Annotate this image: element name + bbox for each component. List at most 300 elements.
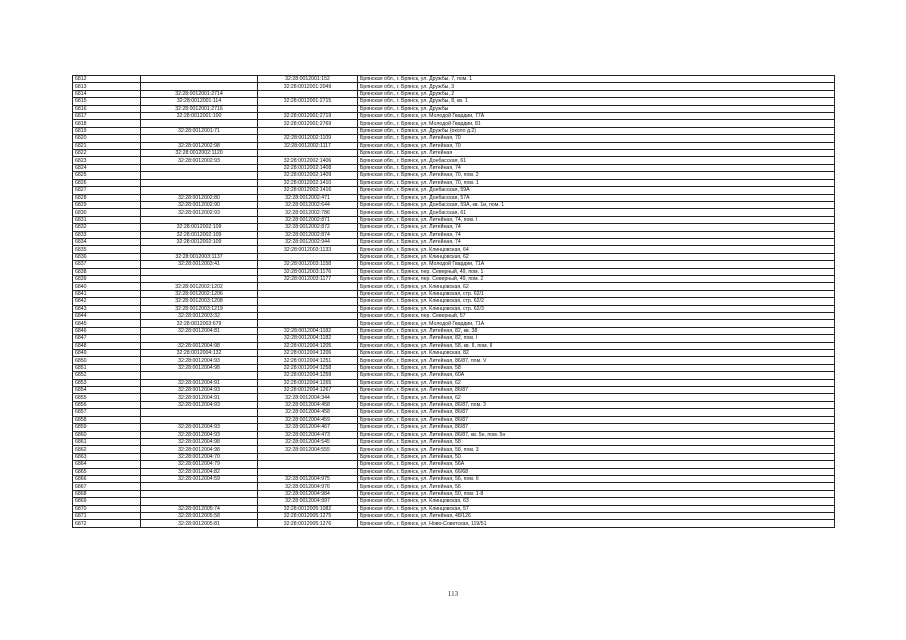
old-cadastral-number-cell: 32:28:0012004:79 <box>141 461 258 468</box>
address-cell: Брянская обл., г. Брянск, ул. Литейная, 56, пом. II <box>358 475 835 482</box>
address-cell: Брянская обл., г. Брянск, ул. Литейная, 86/87 <box>358 409 835 416</box>
table-row <box>73 187 835 194</box>
old-cadastral-number-cell: 32:28:0012004:98 <box>141 438 258 445</box>
row-number-cell: 6826 <box>73 179 141 186</box>
cadastral-number-cell <box>258 253 358 260</box>
row-number-cell: 6820 <box>73 135 141 142</box>
old-cadastral-number-cell: 32:28:0012004:93 <box>141 387 258 394</box>
row-number-cell: 6818 <box>73 120 141 127</box>
old-cadastral-number-cell: 32:28:0012001:100 <box>141 113 258 120</box>
address-cell: Брянская обл., г. Брянск, ул. Литейная, 82, пом. I <box>358 335 835 342</box>
table-row <box>73 275 835 282</box>
table-row <box>73 372 835 379</box>
row-number-cell: 6871 <box>73 512 141 519</box>
old-cadastral-number-cell <box>141 76 258 83</box>
cadastral-number-cell: 32:28:0012004:459 <box>258 416 358 423</box>
cadastral-number-cell: 32:28:0012004:1205 <box>258 342 358 349</box>
cadastral-number-cell <box>258 453 358 460</box>
row-number-cell: 6866 <box>73 475 141 482</box>
row-number-cell: 6834 <box>73 238 141 245</box>
row-number-cell: 6869 <box>73 498 141 505</box>
row-number-cell: 6852 <box>73 372 141 379</box>
cadastral-number-cell: 32:28:0012005:1275 <box>258 512 358 519</box>
address-cell: Брянская обл., г. Брянск, ул. Дружбы, 7, пом. 1 <box>358 76 835 83</box>
old-cadastral-number-cell: 32:28:0012005:74 <box>141 505 258 512</box>
table-row <box>73 172 835 179</box>
old-cadastral-number-cell: 32:28:0012003:679 <box>141 320 258 327</box>
row-number-cell: 6863 <box>73 453 141 460</box>
address-cell: Брянская обл., г. Брянск, ул. Литейная, 70, пом. 1 <box>358 179 835 186</box>
table-row <box>73 83 835 90</box>
row-number-cell: 6845 <box>73 320 141 327</box>
cadastral-number-cell: 32:28:0012005:1276 <box>258 520 358 527</box>
old-cadastral-number-cell: 32:28:0012003:1219 <box>141 305 258 312</box>
table-row <box>73 157 835 164</box>
old-cadastral-number-cell: 32:28:0012002:1206 <box>141 290 258 297</box>
table-row <box>73 320 835 327</box>
old-cadastral-number-cell: 32:28:0012004:82 <box>141 468 258 475</box>
old-cadastral-number-cell <box>141 83 258 90</box>
cadastral-number-cell: 32:28:0012004:976 <box>258 483 358 490</box>
address-cell: Брянская обл., г. Брянск, ул. Литейная, 56А <box>358 461 835 468</box>
page-number: 113 <box>447 590 459 598</box>
address-cell: Брянская обл., г. Брянск, ул. Донбасская, 61 <box>358 209 835 216</box>
address-cell: Брянская обл., г. Брянск, ул. Литейная, 82, кв. 38 <box>358 327 835 334</box>
old-cadastral-number-cell: 32:28:0012004:91 <box>141 394 258 401</box>
old-cadastral-number-cell: 32:28:0012004:98 <box>141 446 258 453</box>
table-row <box>73 424 835 431</box>
cadastral-number-cell: 32:28:0012001:2049 <box>258 83 358 90</box>
address-cell: Брянская обл., г. Брянск, ул. Литейная, 74 <box>358 224 835 231</box>
row-number-cell: 6837 <box>73 261 141 268</box>
row-number-cell: 6848 <box>73 342 141 349</box>
row-number-cell: 6862 <box>73 446 141 453</box>
cadastral-number-cell <box>258 298 358 305</box>
address-cell: Брянская обл., г. Брянск, ул. Литейная, 58 <box>358 364 835 371</box>
cadastral-number-cell: 32:28:0012003:1176 <box>258 268 358 275</box>
old-cadastral-number-cell: 32:28:0012002:109 <box>141 231 258 238</box>
cadastral-number-cell: 32:28:0012004:467 <box>258 424 358 431</box>
row-number-cell: 6828 <box>73 194 141 201</box>
address-cell: Брянская обл., г. Брянск, ул. Литейная, 86/87, пом. V <box>358 357 835 364</box>
cadastral-number-cell: 32:28:0012004:984 <box>258 490 358 497</box>
address-cell: Брянская обл., г. Брянск, ул. Донбасская, 59А, кв. 1и, пом. 1 <box>358 201 835 208</box>
address-cell: Брянская обл., г. Брянск, ул. Молодой Гвардии, 77А <box>358 113 835 120</box>
table-row <box>73 194 835 201</box>
row-number-cell: 6827 <box>73 187 141 194</box>
old-cadastral-number-cell: 32:28:0012005:58 <box>141 512 258 519</box>
row-number-cell: 6860 <box>73 431 141 438</box>
table-row <box>73 98 835 105</box>
address-cell: Брянская обл., г. Брянск, ул. Клинцовская, стр. 62/3 <box>358 305 835 312</box>
table-row <box>73 505 835 512</box>
address-cell: Брянская обл., г. Брянск, ул. Литейная, 74 <box>358 238 835 245</box>
table-row <box>73 335 835 342</box>
table-body <box>73 76 835 528</box>
table-row <box>73 394 835 401</box>
cadastral-number-cell: 32:28:0012004:344 <box>258 394 358 401</box>
address-cell: Брянская обл., г. Брянск, ул. Дружбы, 8, кв. 1 <box>358 98 835 105</box>
row-number-cell: 6839 <box>73 275 141 282</box>
row-number-cell: 6847 <box>73 335 141 342</box>
cadastral-number-cell: 32:28:0012004:1182 <box>258 327 358 334</box>
row-number-cell: 6842 <box>73 298 141 305</box>
row-number-cell: 6872 <box>73 520 141 527</box>
old-cadastral-number-cell <box>141 268 258 275</box>
address-cell: Брянская обл., г. Брянск, ул. Донбасская, 61 <box>358 157 835 164</box>
row-number-cell: 6813 <box>73 83 141 90</box>
address-cell: Брянская обл., г. Брянск, ул. Литейная, 70 <box>358 142 835 149</box>
old-cadastral-number-cell: 32:28:0012004:132 <box>141 350 258 357</box>
cadastral-number-cell <box>258 283 358 290</box>
row-number-cell: 6843 <box>73 305 141 312</box>
cadastral-number-cell <box>258 468 358 475</box>
cadastral-number-cell: 32:28:0012002:471 <box>258 194 358 201</box>
cadastral-number-cell <box>258 320 358 327</box>
row-number-cell: 6844 <box>73 313 141 320</box>
old-cadastral-number-cell: 32:28:0012003:1137 <box>141 253 258 260</box>
row-number-cell: 6832 <box>73 224 141 231</box>
table-row <box>73 490 835 497</box>
address-cell: Брянская обл., г. Брянск, пер. Северный, 49, пом. 2 <box>358 275 835 282</box>
old-cadastral-number-cell: 32:28:0012002:90 <box>141 201 258 208</box>
old-cadastral-number-cell: 32:28:0012003:1208 <box>141 298 258 305</box>
address-cell: Брянская обл., г. Брянск, ул. Дружбы, 2 <box>358 90 835 97</box>
old-cadastral-number-cell <box>141 179 258 186</box>
old-cadastral-number-cell: 32:28:0012005:81 <box>141 520 258 527</box>
old-cadastral-number-cell <box>141 483 258 490</box>
old-cadastral-number-cell: 32:28:0012002:93 <box>141 157 258 164</box>
cadastral-number-cell: 32:28:0012002:1109 <box>258 135 358 142</box>
cadastral-number-cell <box>258 90 358 97</box>
address-cell: Брянская обл., г. Брянск, ул. Донбасская, 59А <box>358 187 835 194</box>
table-row <box>73 76 835 83</box>
table-row <box>73 520 835 527</box>
row-number-cell: 6850 <box>73 357 141 364</box>
row-number-cell: 6823 <box>73 157 141 164</box>
address-cell: Брянская обл., г. Брянск, ул. Молодой Гвардии, 71А <box>358 320 835 327</box>
table-row <box>73 401 835 408</box>
old-cadastral-number-cell: 32:28:0012004:93 <box>141 401 258 408</box>
old-cadastral-number-cell <box>141 335 258 342</box>
cadastral-number-cell: 32:28:0012002:786 <box>258 209 358 216</box>
cadastral-number-cell: 32:28:0012001:2769 <box>258 120 358 127</box>
cadastral-number-cell: 32:28:0012002:874 <box>258 231 358 238</box>
address-cell: Брянская обл., г. Брянск, ул. Клинцовская, стр. 62/2 <box>358 298 835 305</box>
table-row <box>73 290 835 297</box>
old-cadastral-number-cell: 32:28:0012001:71 <box>141 127 258 134</box>
table-row <box>73 498 835 505</box>
table-row <box>73 416 835 423</box>
cadastral-number-cell <box>258 290 358 297</box>
row-number-cell: 6815 <box>73 98 141 105</box>
table-row <box>73 453 835 460</box>
cadastral-number-cell: 32:28:0012003:1177 <box>258 275 358 282</box>
address-cell: Брянская обл., г. Брянск, ул. Литейная, 86/87, пом. 3 <box>358 401 835 408</box>
row-number-cell: 6819 <box>73 127 141 134</box>
address-cell: Брянская обл., г. Брянск, ул. Литейная, 58 <box>358 438 835 445</box>
table-row <box>73 231 835 238</box>
address-cell: Брянская обл., г. Брянск, ул. Дружбы (около д.2) <box>358 127 835 134</box>
cadastral-number-cell <box>258 127 358 134</box>
table-row <box>73 113 835 120</box>
old-cadastral-number-cell <box>141 275 258 282</box>
cadastral-number-cell: 32:28:0012001:2719 <box>258 113 358 120</box>
address-cell: Брянская обл., г. Брянск, ул. Литейная, 66/68 <box>358 468 835 475</box>
table-row <box>73 327 835 334</box>
cadastral-number-cell: 32:28:0012004:458 <box>258 409 358 416</box>
cadastral-number-cell: 32:28:0012004:997 <box>258 498 358 505</box>
table-row <box>73 387 835 394</box>
row-number-cell: 6831 <box>73 216 141 223</box>
row-number-cell: 6858 <box>73 416 141 423</box>
address-cell: Брянская обл., г. Брянск, ул. Литейная <box>358 150 835 157</box>
address-cell: Брянская обл., г. Брянск, ул. Клинцовская, 64 <box>358 246 835 253</box>
row-number-cell: 6870 <box>73 505 141 512</box>
row-number-cell: 6856 <box>73 401 141 408</box>
cadastral-number-cell: 32:28:0012004:1258 <box>258 364 358 371</box>
table-row <box>73 261 835 268</box>
row-number-cell: 6864 <box>73 461 141 468</box>
row-number-cell: 6865 <box>73 468 141 475</box>
address-cell: Брянская обл., г. Брянск, ул. Литейная, 86/87 <box>358 424 835 431</box>
row-number-cell: 6817 <box>73 113 141 120</box>
old-cadastral-number-cell: 32:28:0012001:114 <box>141 98 258 105</box>
table-row <box>73 209 835 216</box>
old-cadastral-number-cell: 32:28:0012002:109 <box>141 238 258 245</box>
row-number-cell: 6861 <box>73 438 141 445</box>
table-row <box>73 512 835 519</box>
old-cadastral-number-cell: 32:28:0012003:32 <box>141 313 258 320</box>
row-number-cell: 6855 <box>73 394 141 401</box>
cadastral-number-cell: 32:28:0012002:871 <box>258 216 358 223</box>
address-cell: Брянская обл., г. Брянск, ул. Дружбы, 3 <box>358 83 835 90</box>
old-cadastral-number-cell <box>141 416 258 423</box>
row-number-cell: 6846 <box>73 327 141 334</box>
cadastral-number-cell: 32:28:0012002:1416 <box>258 187 358 194</box>
row-number-cell: 6851 <box>73 364 141 371</box>
address-cell: Брянская обл., г. Брянск, ул. Литейная, 70, пом. 2 <box>358 172 835 179</box>
cadastral-number-cell: 32:28:0012001:2715 <box>258 98 358 105</box>
row-number-cell: 6853 <box>73 379 141 386</box>
address-cell: Брянская обл., г. Брянск, ул. Литейная, 62 <box>358 394 835 401</box>
table-row <box>73 468 835 475</box>
address-cell: Брянская обл., г. Брянск, ул. Клинцовская, 62 <box>358 253 835 260</box>
old-cadastral-number-cell <box>141 246 258 253</box>
address-cell: Брянская обл., г. Брянск, ул. Клинцовская, 82 <box>358 350 835 357</box>
table-row <box>73 438 835 445</box>
old-cadastral-number-cell: 32:28:0012003:41 <box>141 261 258 268</box>
address-cell: Брянская обл., г. Брянск, ул. Молодой Гвардии, 71А <box>358 261 835 268</box>
address-cell: Брянская обл., г. Брянск, ул. Клинцовская, 63 <box>358 498 835 505</box>
cadastral-number-cell: 32:28:0012004:545 <box>258 438 358 445</box>
table-row <box>73 150 835 157</box>
table-row <box>73 350 835 357</box>
cadastral-number-cell: 32:28:0012004:1265 <box>258 379 358 386</box>
cadastral-number-cell <box>258 305 358 312</box>
cadastral-number-cell: 32:28:0012002:944 <box>258 238 358 245</box>
cadastral-number-cell <box>258 105 358 112</box>
table-row <box>73 475 835 482</box>
cadastral-number-cell: 32:28:0012004:473 <box>258 431 358 438</box>
old-cadastral-number-cell <box>141 216 258 223</box>
address-cell: Брянская обл., г. Брянск, ул. Молодой Гвардии, 81 <box>358 120 835 127</box>
address-cell: Брянская обл., г. Брянск, ул. Литейная, 50, пом. 1-8 <box>358 490 835 497</box>
address-cell: Брянская обл., г. Брянск, ул. Донбасская, 57А <box>358 194 835 201</box>
table-row <box>73 379 835 386</box>
old-cadastral-number-cell <box>141 409 258 416</box>
row-number-cell: 6835 <box>73 246 141 253</box>
cadastral-number-cell: 32:28:0012004:975 <box>258 475 358 482</box>
row-number-cell: 6814 <box>73 90 141 97</box>
table-row <box>73 127 835 134</box>
table-row <box>73 224 835 231</box>
table-row <box>73 268 835 275</box>
row-number-cell: 6833 <box>73 231 141 238</box>
address-cell: Брянская обл., г. Брянск, ул. Литейная, 56 <box>358 483 835 490</box>
old-cadastral-number-cell: 32:28:0012004:70 <box>141 453 258 460</box>
table-row <box>73 461 835 468</box>
table-row <box>73 409 835 416</box>
old-cadastral-number-cell: 32:28:0012002:109 <box>141 224 258 231</box>
old-cadastral-number-cell <box>141 172 258 179</box>
old-cadastral-number-cell: 32:28:0012004:98 <box>141 364 258 371</box>
cadastral-number-cell: 32:28:0012003:1133 <box>258 246 358 253</box>
row-number-cell: 6822 <box>73 150 141 157</box>
table-row <box>73 135 835 142</box>
row-number-cell: 6859 <box>73 424 141 431</box>
cadastral-register-table <box>72 75 835 528</box>
cadastral-number-cell: 32:28:0012004:458 <box>258 401 358 408</box>
table-row <box>73 298 835 305</box>
cadastral-number-cell: 32:28:0012002:644 <box>258 201 358 208</box>
address-cell: Брянская обл., г. Брянск, ул. Литейная, 58, кв. II, пом. II <box>358 342 835 349</box>
address-cell: Брянская обл., г. Брянск, ул. Литейная, 86/87, кв. 5н, пом. 5н <box>358 431 835 438</box>
address-cell: Брянская обл., г. Брянск, пер. Северный, 57 <box>358 313 835 320</box>
cadastral-number-cell: 32:28:0012002:1406 <box>258 157 358 164</box>
cadastral-number-cell: 32:28:0012002:1408 <box>258 164 358 171</box>
table-row <box>73 364 835 371</box>
cadastral-number-cell: 32:28:0012004:1251 <box>258 357 358 364</box>
cadastral-number-cell <box>258 313 358 320</box>
old-cadastral-number-cell: 32:28:0012004:59 <box>141 475 258 482</box>
cadastral-number-cell: 32:28:0012004:1206 <box>258 350 358 357</box>
old-cadastral-number-cell: 32:28:0012002:93 <box>141 209 258 216</box>
cadastral-number-cell: 32:28:0012001:152 <box>258 76 358 83</box>
row-number-cell: 6841 <box>73 290 141 297</box>
row-number-cell: 6867 <box>73 483 141 490</box>
table-row <box>73 446 835 453</box>
row-number-cell: 6840 <box>73 283 141 290</box>
address-cell: Брянская обл., г. Брянск, ул. Литейная, 70 <box>358 135 835 142</box>
cadastral-number-cell: 32:28:0012002:1117 <box>258 142 358 149</box>
table-row <box>73 431 835 438</box>
address-cell: Брянская обл., г. Брянск, ул. Клинцовская, 62 <box>358 283 835 290</box>
old-cadastral-number-cell: 32:28:0012004:93 <box>141 431 258 438</box>
old-cadastral-number-cell: 32:28:0012001:2714 <box>141 90 258 97</box>
old-cadastral-number-cell: 32:28:0012004:93 <box>141 424 258 431</box>
cadastral-number-cell <box>258 461 358 468</box>
cadastral-number-cell: 32:28:0012005:1082 <box>258 505 358 512</box>
table-row <box>73 342 835 349</box>
table-row <box>73 246 835 253</box>
table-row <box>73 305 835 312</box>
table-row <box>73 201 835 208</box>
cadastral-number-cell: 32:28:0012004:555 <box>258 446 358 453</box>
address-cell: Брянская обл., г. Брянск, ул. Клинцовская, 57 <box>358 505 835 512</box>
table-row <box>73 142 835 149</box>
address-cell: Брянская обл., г. Брянск, ул. Литейная, 62 <box>358 379 835 386</box>
cadastral-number-cell: 32:28:0012004:1267 <box>258 387 358 394</box>
cadastral-number-cell: 32:28:0012002:872 <box>258 224 358 231</box>
cadastral-number-cell: 32:28:0012002:1409 <box>258 172 358 179</box>
row-number-cell: 6829 <box>73 201 141 208</box>
old-cadastral-number-cell <box>141 372 258 379</box>
old-cadastral-number-cell <box>141 120 258 127</box>
table-row <box>73 120 835 127</box>
table-row <box>73 90 835 97</box>
cadastral-number-cell: 32:28:0012003:1158 <box>258 261 358 268</box>
table-row <box>73 238 835 245</box>
table-row <box>73 179 835 186</box>
table-row <box>73 105 835 112</box>
row-number-cell: 6830 <box>73 209 141 216</box>
old-cadastral-number-cell: 32:28:0012004:98 <box>141 342 258 349</box>
table-row <box>73 164 835 171</box>
old-cadastral-number-cell: 32:28:0012004:93 <box>141 357 258 364</box>
address-cell: Брянская обл., г. Брянск, ул. Литейная, 74 <box>358 164 835 171</box>
address-cell: Брянская обл., г. Брянск, ул. Литейная, 58, пом. 3 <box>358 446 835 453</box>
old-cadastral-number-cell <box>141 498 258 505</box>
old-cadastral-number-cell <box>141 490 258 497</box>
old-cadastral-number-cell: 32:28:0012002:80 <box>141 194 258 201</box>
table-row <box>73 313 835 320</box>
table-row <box>73 253 835 260</box>
address-cell: Брянская обл., г. Брянск, ул. Клинцовская, стр. 62/1 <box>358 290 835 297</box>
old-cadastral-number-cell <box>141 187 258 194</box>
table-row <box>73 283 835 290</box>
row-number-cell: 6849 <box>73 350 141 357</box>
cadastral-number-cell <box>258 150 358 157</box>
cadastral-number-cell: 32:28:0012004:1182 <box>258 335 358 342</box>
table-row <box>73 357 835 364</box>
cadastral-number-cell: 32:28:0012002:1410 <box>258 179 358 186</box>
row-number-cell: 6825 <box>73 172 141 179</box>
address-cell: Брянская обл., г. Брянск, ул. Литейная, 50 <box>358 453 835 460</box>
old-cadastral-number-cell <box>141 135 258 142</box>
table-row <box>73 483 835 490</box>
table-row <box>73 216 835 223</box>
row-number-cell: 6854 <box>73 387 141 394</box>
address-cell: Брянская обл., г. Брянск, ул. Литейная, 86/87 <box>358 416 835 423</box>
row-number-cell: 6812 <box>73 76 141 83</box>
row-number-cell: 6836 <box>73 253 141 260</box>
row-number-cell: 6821 <box>73 142 141 149</box>
address-cell: Брянская обл., г. Брянск, пер. Северный, 49, пом. 1 <box>358 268 835 275</box>
address-cell: Брянская обл., г. Брянск, ул. Ново-Советская, 119/51 <box>358 520 835 527</box>
address-cell: Брянская обл., г. Брянск, ул. Литейная, 74, пом. I <box>358 216 835 223</box>
old-cadastral-number-cell: 32:28:0012001:2716 <box>141 105 258 112</box>
address-cell: Брянская обл., г. Брянск, ул. Литейная, 86/87 <box>358 387 835 394</box>
old-cadastral-number-cell: 32:28:0012002:98 <box>141 142 258 149</box>
row-number-cell: 6838 <box>73 268 141 275</box>
address-cell: Брянская обл., г. Брянск, ул. Литейная, 48/126 <box>358 512 835 519</box>
old-cadastral-number-cell: 32:28:0012002:1202 <box>141 283 258 290</box>
old-cadastral-number-cell: 32:28:0012004:81 <box>141 327 258 334</box>
old-cadastral-number-cell: 32:28:0012002:1120 <box>141 150 258 157</box>
row-number-cell: 6868 <box>73 490 141 497</box>
address-cell: Брянская обл., г. Брянск, ул. Литейная, 60А <box>358 372 835 379</box>
